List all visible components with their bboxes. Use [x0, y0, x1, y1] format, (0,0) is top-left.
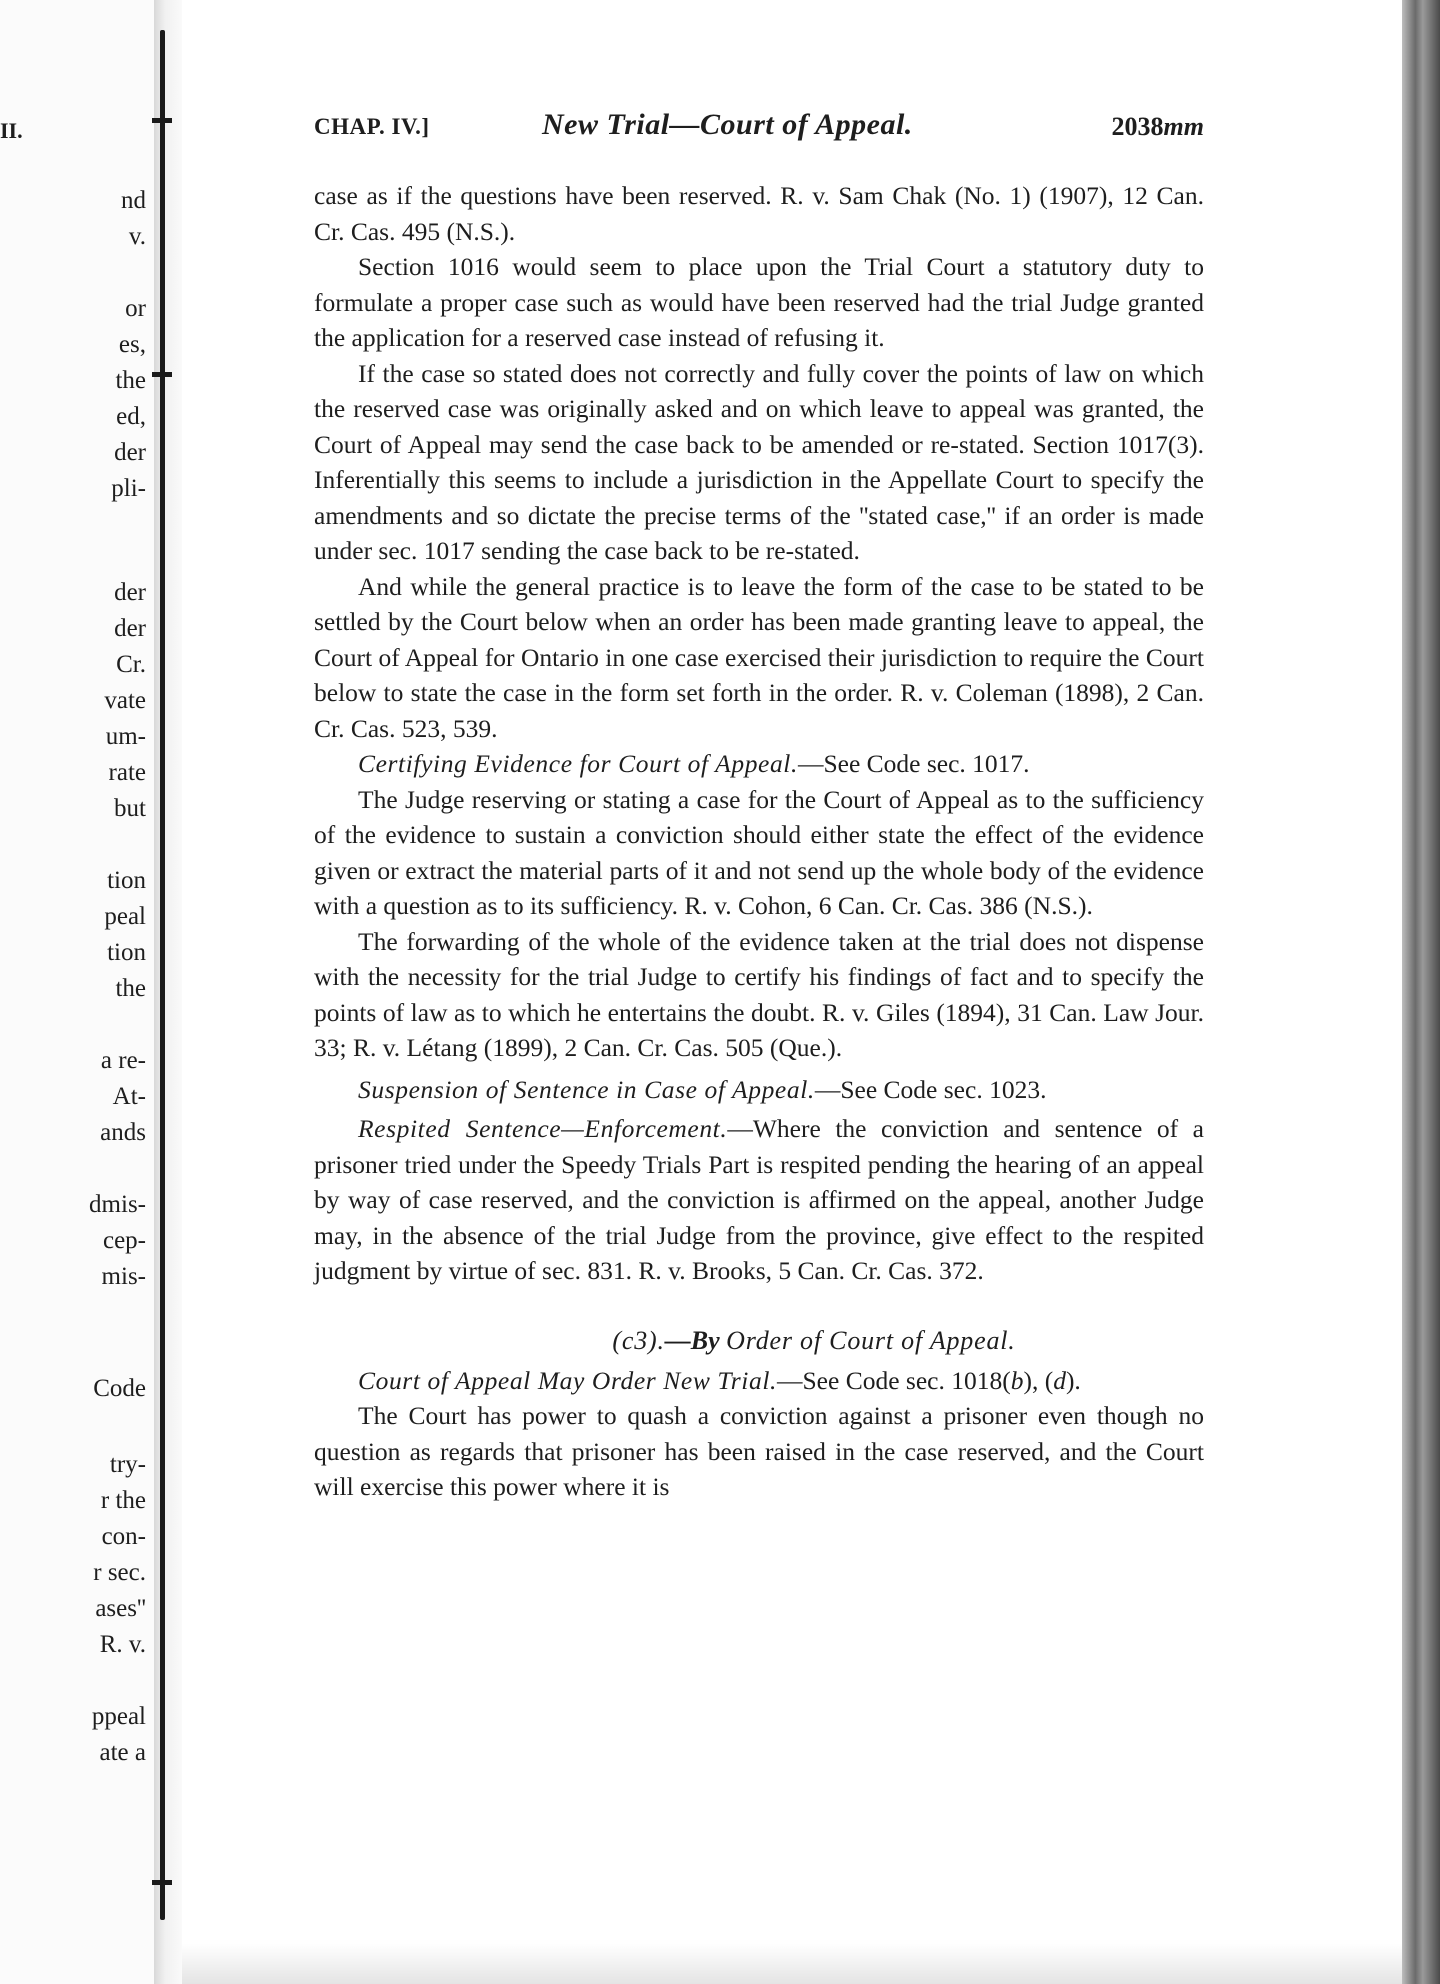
- facing-page-fragment: der: [114, 615, 146, 642]
- page-number-digits: 2038: [1111, 112, 1164, 141]
- facing-page-fragment: tion: [107, 939, 146, 966]
- facing-page-fragment: um-: [105, 723, 146, 750]
- paragraph-text: —See Code sec. 1018(: [777, 1365, 1011, 1395]
- facing-page-fragment: r the: [100, 1487, 146, 1514]
- facing-page-fragment: mis-: [101, 1263, 146, 1290]
- facing-page-fragment: pli-: [111, 475, 146, 502]
- paragraph-with-side-head: [314, 1363, 1204, 1399]
- paragraph: case as if the questions have been reserved. R. v. Sam Chak (No. 1) (1907), 12 Can. Cr. Cas. 495 (N.S.).: [314, 181, 1204, 246]
- facing-page-fragment: ases'': [95, 1595, 146, 1622]
- facing-page-fragment: r sec.: [93, 1559, 146, 1586]
- facing-page-fragment: ate a: [99, 1739, 146, 1766]
- facing-page-fragment: ppeal: [91, 1703, 146, 1730]
- facing-page-fragment: ands: [100, 1119, 146, 1146]
- facing-page-fragment: es,: [118, 331, 146, 358]
- page-edge-right: [1402, 0, 1440, 1984]
- book-page: [314, 108, 1204, 1505]
- running-head: [314, 108, 1204, 156]
- facing-page-fragment: a re-: [100, 1047, 146, 1074]
- paragraph: If the case so stated does not correctly and fully cover the points of law on which the reserved case was originally asked and on which leave to appeal was granted, the Court of Appeal may send the case back to be amended or re-stated. Section 1017(3). Inferentially this seems to include a jurisdiction in the Appellate Court to specify the amendments and so dictate the precise terms of the ''stated case,'' if an order is made under sec. 1017 sending the case back to be re-stated.: [314, 358, 1204, 565]
- paragraph-text: —Where the conviction and sentence of a prisoner tried under the Speedy Trials Part is respited pending the hearing of an appeal by way of case reserved, and the conviction is affirmed on the appeal, another Judge may, in the absence of the trial Judge from the province, give effect to the respited judgment by virtue of sec. 831. R. v. Brooks, 5 Can. Cr. Cas. 372.: [314, 1114, 1204, 1285]
- facing-page-fragment: v.: [128, 223, 146, 250]
- facing-page-fragment: the: [115, 975, 146, 1002]
- paragraph-with-side-head: [314, 1072, 1204, 1108]
- facing-page-fragment: der: [114, 439, 146, 466]
- facing-page-left: [0, 0, 160, 1984]
- facing-page-fragment: try-: [109, 1451, 146, 1478]
- paragraph-with-side-head: [314, 746, 1204, 782]
- side-heading: Court of Appeal May Order New Trial.: [358, 1365, 777, 1395]
- side-heading: Certifying Evidence for Court of Appeal.: [358, 749, 798, 778]
- facing-page-fragment: dmis-: [89, 1191, 146, 1218]
- facing-page-fragment: cep-: [102, 1227, 146, 1254]
- facing-page-fragment: or: [125, 295, 146, 322]
- binding-mark: [152, 1880, 172, 1885]
- paragraph-text: b: [1010, 1365, 1024, 1395]
- paragraph: The Court has power to quash a conviction against a prisoner even though no question as regards that prisoner has been raised in the case reserved, and the Court will exercise this power where it is: [314, 1401, 1204, 1501]
- paragraph: The forwarding of the whole of the evidence taken at the trial does not dispense with the necessity for the trial Judge to certify his findings of fact and to specify the points of law as to which he entertains the doubt. R. v. Giles (1894), 31 Can. Law Jour. 33; R. v. Létang (1899), 2 Can. Cr. Cas. 505 (Que.).: [314, 926, 1204, 1062]
- facing-page-fragment: ed,: [116, 403, 146, 430]
- facing-page-fragment: tion: [107, 867, 146, 894]
- section-by: —By: [664, 1325, 720, 1355]
- section-heading: [314, 1323, 1204, 1359]
- facing-page-fragment: der: [114, 579, 146, 606]
- paragraph-with-side-head: [314, 1111, 1204, 1289]
- paragraph-text: d: [1053, 1365, 1066, 1395]
- facing-page-fragment: con-: [101, 1523, 146, 1550]
- page-bottom-shadow: [182, 1944, 1402, 1984]
- facing-page-fragment: peal: [104, 903, 146, 930]
- paragraph: And while the general practice is to leave the form of the case to be stated to be settled by the Court below when an order has been made granting leave to appeal, the Court of Appeal for Ontario in one case exercised their jurisdiction to require the Court below to state the case in the form set forth in the order. R. v. Coleman (1898), 2 Can. Cr. Cas. 523, 539.: [314, 571, 1204, 743]
- running-title: New Trial—Court of Appeal.: [542, 108, 913, 141]
- binding-mark: [152, 118, 172, 123]
- facing-page-fragment: II.: [0, 118, 23, 143]
- paragraph-text: —See Code sec. 1017.: [797, 749, 1030, 778]
- paragraph-text: —See Code sec. 1023.: [814, 1074, 1047, 1104]
- facing-page-fragment: nd: [121, 187, 146, 214]
- paragraph: Section 1016 would seem to place upon the Trial Court a statutory duty to formulate a proper case such as would have been reserved had the trial Judge granted the application for a reserved case instead of refusing it.: [314, 252, 1204, 352]
- facing-page-fragment: rate: [108, 759, 146, 786]
- paragraph: The Judge reserving or stating a case for the Court of Appeal as to the sufficiency of the evidence to sustain a conviction should either state the effect of the evidence given or extract the material parts of it and not send up the whole body of the evidence with a question as to its sufficiency. R. v. Cohon, 6 Can. Cr. Cas. 386 (N.S.).: [314, 784, 1204, 920]
- page-number: [1112, 112, 1204, 142]
- facing-page-fragment: Cr.: [116, 651, 146, 678]
- side-heading: Respited Sentence—Enforcement.: [358, 1114, 728, 1143]
- section-number: (c3).: [612, 1325, 665, 1355]
- page-gutter: [154, 0, 182, 1984]
- paragraph-text: ).: [1065, 1365, 1081, 1395]
- facing-page-fragment: Code: [93, 1375, 146, 1402]
- section-title: Order of Court of Appeal.: [726, 1325, 1016, 1355]
- facing-page-fragment: At-: [112, 1083, 146, 1110]
- binding-line: [160, 30, 165, 1920]
- facing-page-fragment: vate: [104, 687, 146, 714]
- facing-page-fragment: the: [115, 367, 146, 394]
- page-number-suffix: mm: [1163, 112, 1204, 141]
- chapter-label: CHAP. IV.]: [314, 114, 430, 139]
- facing-page-fragment: R. v.: [99, 1631, 146, 1658]
- paragraph-text: ), (: [1023, 1365, 1054, 1395]
- facing-page-fragment: but: [114, 795, 146, 822]
- binding-mark: [152, 372, 172, 377]
- side-heading: Suspension of Sentence in Case of Appeal.: [358, 1074, 815, 1104]
